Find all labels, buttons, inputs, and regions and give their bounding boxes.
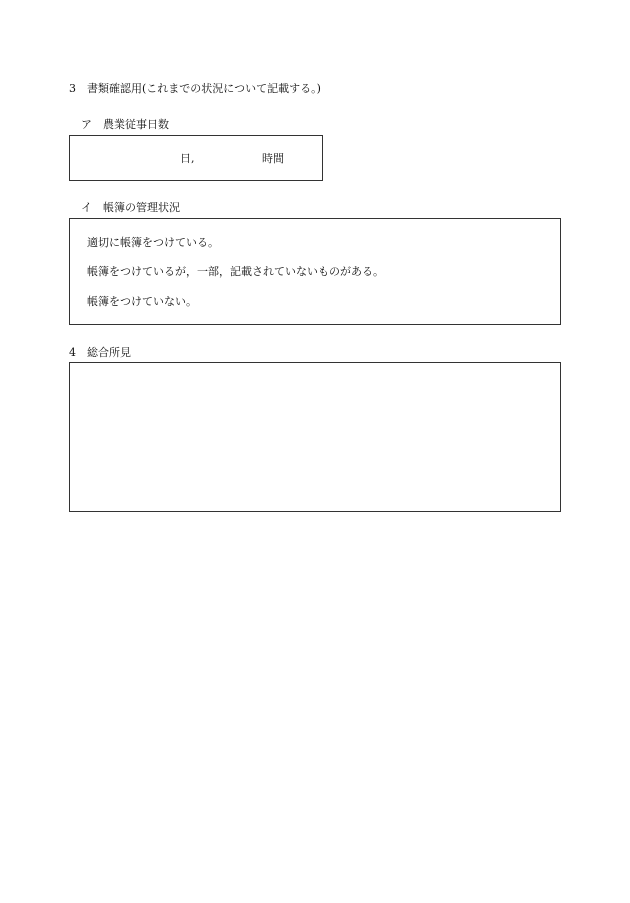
ledger-box [69, 218, 561, 325]
ledger-option-none: 帳簿をつけていない。 [87, 295, 197, 308]
days-unit-label: 日, [180, 152, 195, 165]
ledger-option-proper: 適切に帳簿をつけている。 [87, 236, 219, 249]
section-4-heading: 4 総合所見 [69, 346, 131, 359]
farm-days-heading: ア 農業従事日数 [81, 118, 169, 131]
section-3-heading: 3 書類確認用(これまでの状況について記載する。) [69, 82, 321, 95]
farm-days-box [69, 135, 323, 181]
hours-unit-label: 時間 [262, 152, 284, 165]
ledger-heading: イ 帳簿の管理状況 [81, 201, 180, 214]
ledger-option-partial: 帳簿をつけているが，一部，記載されていないものがある。 [87, 265, 384, 278]
overall-findings-box[interactable] [69, 362, 561, 512]
